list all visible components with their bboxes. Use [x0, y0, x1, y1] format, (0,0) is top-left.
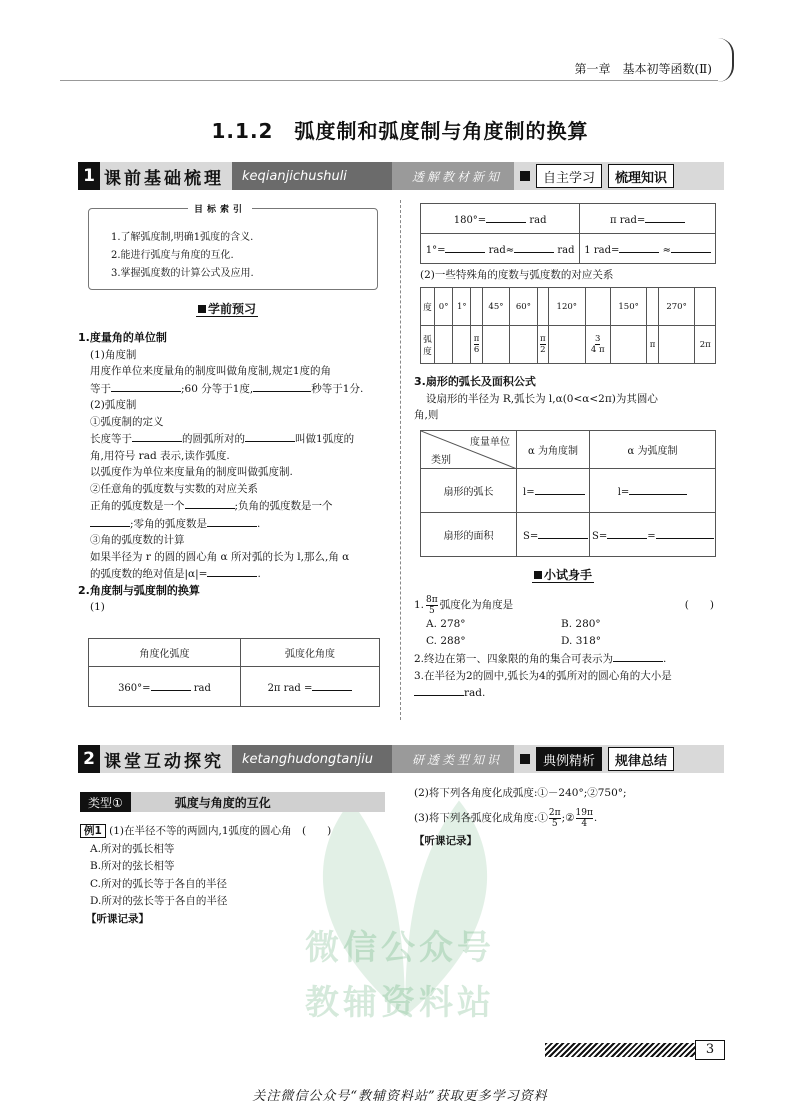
section1-tag-self-study: 自主学习: [536, 164, 602, 188]
preview-l3a: 等于: [90, 382, 111, 395]
square-icon: [520, 171, 530, 181]
right-l3: 角,则: [414, 409, 439, 421]
sector-col2: α 为弧度制: [590, 431, 716, 469]
preview-l6c: 叫做1弧度的: [295, 433, 355, 445]
example1-option-d[interactable]: D.所对的弦长等于各自的半径: [90, 895, 228, 907]
preview-l4: (2)弧度制: [90, 399, 137, 411]
right-l2: 设扇形的半径为 R,弧长为 l,α(0<α<2π)为其圆心: [426, 392, 658, 405]
t1-r1c2a: π rad=: [609, 215, 646, 226]
blank[interactable]: [414, 684, 464, 696]
special-rad-cell[interactable]: [658, 326, 695, 364]
q3b-text: rad.: [464, 687, 486, 699]
blank[interactable]: [207, 515, 257, 527]
preview-l9: ②任意角的弧度数与实数的对应关系: [90, 482, 258, 495]
special-deg-cell[interactable]: [695, 288, 716, 326]
bookmark-icon: [534, 571, 542, 579]
f2d: 4: [581, 819, 588, 829]
special-rad-fraction: $\frac{3}{4 \pi}$: [590, 334, 605, 355]
goals-label: 目标索引: [188, 202, 252, 215]
type1-text: 弧度与角度的互化: [174, 795, 271, 810]
practice-heading: [532, 566, 594, 583]
conversion-table-2: [420, 203, 716, 264]
blank[interactable]: [613, 650, 663, 662]
sector-corner: [421, 431, 517, 469]
sector-r1c1: [517, 469, 590, 513]
f1d: 5: [551, 819, 558, 829]
preview-heading: [196, 300, 258, 317]
t1-r2c1c: rad: [557, 245, 575, 256]
special-deg-cell[interactable]: [585, 288, 610, 326]
sector-corner-top: 度量单位: [470, 437, 510, 448]
preview-l11b: .: [257, 517, 261, 530]
preview-l10a: 正角的弧度数是一个: [90, 500, 185, 512]
practice-questions: [414, 595, 724, 702]
sector-corner-bottom: 类别: [431, 455, 451, 466]
right-l1: (2)一些特殊角的度数与弧度数的对应关系: [420, 269, 614, 281]
header-rule: [60, 80, 718, 81]
t1-r1c1b: rad: [529, 215, 547, 226]
blank[interactable]: [207, 565, 257, 577]
special-deg-cell: 1°: [453, 288, 471, 326]
example-right-l2: [414, 808, 724, 829]
section2-pinyin: ketanghudongtanjiu: [232, 745, 392, 773]
preview-l6b: 的圆弧所对的: [182, 433, 245, 445]
blank[interactable]: [90, 515, 130, 527]
special-deg-cell[interactable]: [537, 288, 548, 326]
goals-box: [88, 208, 378, 290]
sector-row1: 扇形的弧长: [421, 469, 517, 513]
goal-item-1: 1.了解弧度制,明确1弧度的含义.: [111, 232, 254, 243]
preview-l8: 以弧度作为单位来度量角的制度叫做弧度制.: [90, 466, 293, 478]
preview-l15: (1): [90, 601, 105, 613]
preview-l7: 角,用符号 rad 表示,读作弧度.: [90, 449, 230, 462]
sector-row2: 扇形的面积: [421, 513, 517, 557]
preview-h1: 1.度量角的单位制: [78, 331, 167, 344]
section2-tag-examples: 典例精析: [536, 747, 602, 771]
question-2: 2.终边在第一、四象限的角的集合可表示为 .: [414, 650, 724, 668]
example-right-l1: (2)将下列各角度化成弧度:①－240°;②750°;: [414, 787, 627, 799]
t1-r1c1a: 180°=: [453, 215, 487, 226]
preview-l3b: ;60 分等于1度,: [181, 382, 254, 395]
footer-text: 关注微信公众号“教辅资料站”获取更多学习资料: [252, 1089, 548, 1104]
type1-label: 类型①: [80, 792, 131, 812]
special-rad-fraction: $\frac{\pi}{6}$: [473, 334, 480, 355]
example-right-record: 【听课记录】: [414, 835, 477, 847]
special-deg-cell: 150°: [610, 288, 647, 326]
example1-q: (1)在半径不等的两圆内,1弧度的圆心角 ( ): [109, 825, 332, 837]
sector-r1c2: [590, 469, 716, 513]
section2-title: 课堂互动探究: [104, 751, 224, 772]
section1-pinyin: keqianjichushuli: [232, 162, 392, 190]
t1-r2c2a: 1 rad=: [584, 245, 620, 256]
example1-label: 例1: [80, 824, 106, 838]
preview-l2: 用度作单位来度量角的制度叫做角度制,规定1度的角: [90, 365, 332, 377]
example-right-l2b: ;②: [561, 812, 575, 824]
sector-text: [414, 374, 724, 424]
blank[interactable]: [619, 241, 659, 253]
special-rad-label: [421, 326, 435, 364]
conv-cell-2: [240, 667, 379, 707]
conversion-table-1: [88, 638, 380, 707]
sector-r2c2: S= =: [590, 513, 716, 557]
q1-frac-den: 5: [428, 606, 435, 616]
special-rad-cell: [585, 326, 610, 364]
question-3: 3.在半径为2的圆中,弧长为4的弧所对的圆心角的大小是: [414, 669, 672, 682]
blank[interactable]: [312, 679, 352, 691]
preview-l14b: .: [257, 568, 261, 580]
bookmark-icon: [198, 305, 206, 313]
section1-number: 1: [78, 162, 100, 190]
t1-r2c1b: rad≈: [488, 245, 515, 256]
blank[interactable]: [607, 527, 647, 539]
blank[interactable]: [535, 483, 585, 495]
special-rad-cell: π: [647, 326, 658, 364]
section1-title: 课前基础梳理: [104, 168, 224, 189]
t1-r1c2: [580, 204, 716, 234]
preview-l11a: ;零角的弧度数是: [130, 517, 208, 530]
goal-item-3: 3.掌握弧度数的计算公式及应用.: [111, 268, 254, 279]
preview-l1: (1)角度制: [90, 348, 137, 361]
preview-l13: 如果半径为 r 的圆的圆心角 α 所对弧的长为 l,那么,角 α: [90, 550, 350, 563]
sector-r2c1-text: S=: [523, 531, 539, 542]
practice-heading-text: 小试身手: [544, 568, 593, 582]
special-rad-cell[interactable]: [510, 326, 537, 364]
q2-text: 2.终边在第一、四象限的角的集合可表示为: [414, 653, 614, 665]
chapter-header: 第一章 基本初等函数(Ⅱ): [574, 62, 712, 76]
special-rad-cell: [537, 326, 548, 364]
example1-record: 【听课记录】: [86, 912, 149, 925]
q1-option-a[interactable]: A. 278°: [426, 618, 466, 630]
conv-header-rad-to-deg: 弧度化角度: [240, 639, 379, 667]
section2-tag-summary: 规律总结: [608, 747, 674, 771]
special-rad-cell[interactable]: [482, 326, 509, 364]
special-rad-fraction: $\frac{\pi}{2}$: [540, 334, 546, 355]
special-deg-cell: 120°: [548, 288, 585, 326]
special-deg-cell: 45°: [482, 288, 509, 326]
preview-l3c: 秒等于1分.: [311, 382, 364, 395]
t1-r2c2: [580, 234, 716, 264]
blank[interactable]: [514, 241, 554, 253]
special-deg-cell: 0°: [435, 288, 453, 326]
blank[interactable]: [185, 497, 235, 509]
blank[interactable]: [629, 483, 687, 495]
example-right-l2a: (3)将下列各弧度化成角度:①: [414, 812, 548, 824]
f1n: 2π: [548, 808, 561, 818]
special-deg-cell: 60°: [510, 288, 537, 326]
sector-table: [420, 430, 716, 557]
preview-l6a: 长度等于: [90, 433, 132, 445]
special-deg-label: 度: [421, 288, 435, 326]
question-1: [414, 595, 724, 616]
blank[interactable]: [111, 380, 181, 392]
blank[interactable]: [538, 527, 588, 539]
t1-r2c1: [421, 234, 580, 264]
section1-tag-knowledge: 梳理知识: [608, 164, 674, 188]
blank[interactable]: [132, 430, 182, 442]
conv-header-deg-to-rad: 角度化弧度: [89, 639, 241, 667]
t1-r1c1: [421, 204, 580, 234]
special-rad-label-text: 弧度: [423, 334, 432, 357]
right-h3: 3.扇形的弧长及面积公式: [414, 375, 536, 388]
special-rad-cell: [471, 326, 482, 364]
q1-option-b[interactable]: B. 280°: [561, 618, 601, 630]
goal-item-2: 2.能进行弧度与角度的互化.: [111, 250, 234, 261]
special-angles-table: [420, 287, 716, 364]
special-rad-cell[interactable]: [548, 326, 585, 364]
page-title: 1.1.2 弧度制和弧度制与角度制的换算: [211, 119, 589, 143]
t1-r2c2b: ≈: [662, 245, 671, 256]
preview-h2: 2.角度制与弧度制的换算: [78, 583, 200, 597]
blank[interactable]: [245, 430, 295, 442]
fraction-1: [549, 808, 561, 829]
example1-question: [80, 823, 390, 841]
example1-option-a[interactable]: A.所对的弧长相等: [90, 842, 175, 855]
conv-cell-1: [89, 667, 241, 707]
example1-option-b[interactable]: B.所对的弦长相等: [90, 860, 175, 872]
blank[interactable]: [645, 211, 685, 223]
q1-answer-paren[interactable]: ( ): [684, 599, 714, 612]
column-divider: [400, 200, 401, 720]
preview-l12: ③角的弧度数的计算: [90, 534, 185, 546]
preview-l10b: ;负角的弧度数是一个: [234, 500, 333, 512]
q1-option-d[interactable]: D. 318°: [561, 635, 602, 647]
header-arc: [718, 38, 734, 82]
fraction-2: [576, 808, 593, 829]
sector-col1: α 为角度制: [517, 431, 590, 469]
question-3-cont: [414, 684, 724, 702]
section2-slogan: 研透类型知识: [392, 745, 514, 773]
watermark-line2: 教辅资料站: [305, 983, 495, 1023]
watermark-line1: 微信公众号: [305, 928, 495, 968]
section2-number: 2: [78, 745, 100, 773]
q1-option-c[interactable]: C. 288°: [426, 635, 466, 647]
q1-options: [414, 616, 724, 650]
example1-option-c[interactable]: C.所对的弧长等于各自的半径: [90, 877, 227, 890]
sector-r2c1: [517, 513, 590, 557]
special-deg-cell[interactable]: [471, 288, 482, 326]
q1-fraction: [426, 595, 438, 616]
sector-r1c2-text: l=: [617, 487, 630, 498]
type1-bar: [80, 792, 385, 812]
q1-frac-num: 8π: [426, 595, 438, 605]
blank[interactable]: [253, 380, 311, 392]
preview-l14a: 的弧度数的绝对值是|α|=: [90, 568, 208, 580]
special-rad-cell[interactable]: [453, 326, 471, 364]
blank[interactable]: [445, 241, 485, 253]
page-number: 3: [695, 1040, 725, 1060]
blank[interactable]: [151, 679, 191, 691]
t1-r2c1a: 1°=: [425, 245, 446, 256]
example1: [80, 823, 390, 928]
special-rad-cell[interactable]: [435, 326, 453, 364]
sector-r2c2-text: S=: [592, 531, 608, 542]
conv-c1a: 360°=: [118, 683, 151, 694]
special-deg-cell[interactable]: [647, 288, 658, 326]
conv-c1b: rad: [193, 683, 211, 694]
conv-c2a: 2π rad =: [267, 683, 313, 694]
q1-text: 弧度化为角度是: [439, 599, 514, 612]
section1-slogan: 透解教材新知: [392, 162, 514, 190]
blank[interactable]: [671, 241, 711, 253]
page-number-strip: [545, 1043, 695, 1057]
example-right-l2c: .: [593, 812, 598, 824]
blank[interactable]: [486, 211, 526, 223]
blank[interactable]: [656, 527, 714, 539]
special-rad-cell[interactable]: [610, 326, 647, 364]
special-rad-cell: 2π: [695, 326, 716, 364]
sector-r1c1-text: l=: [523, 487, 535, 498]
preview-l5: ①弧度制的定义: [90, 415, 164, 428]
section1-banner: [78, 162, 724, 190]
left-column: [78, 330, 393, 616]
example-right: [414, 785, 724, 850]
preview-heading-text: 学前预习: [208, 302, 257, 316]
q1-num: 1.: [414, 599, 425, 612]
special-deg-cell: 270°: [658, 288, 695, 326]
f2n: 19π: [575, 808, 593, 818]
